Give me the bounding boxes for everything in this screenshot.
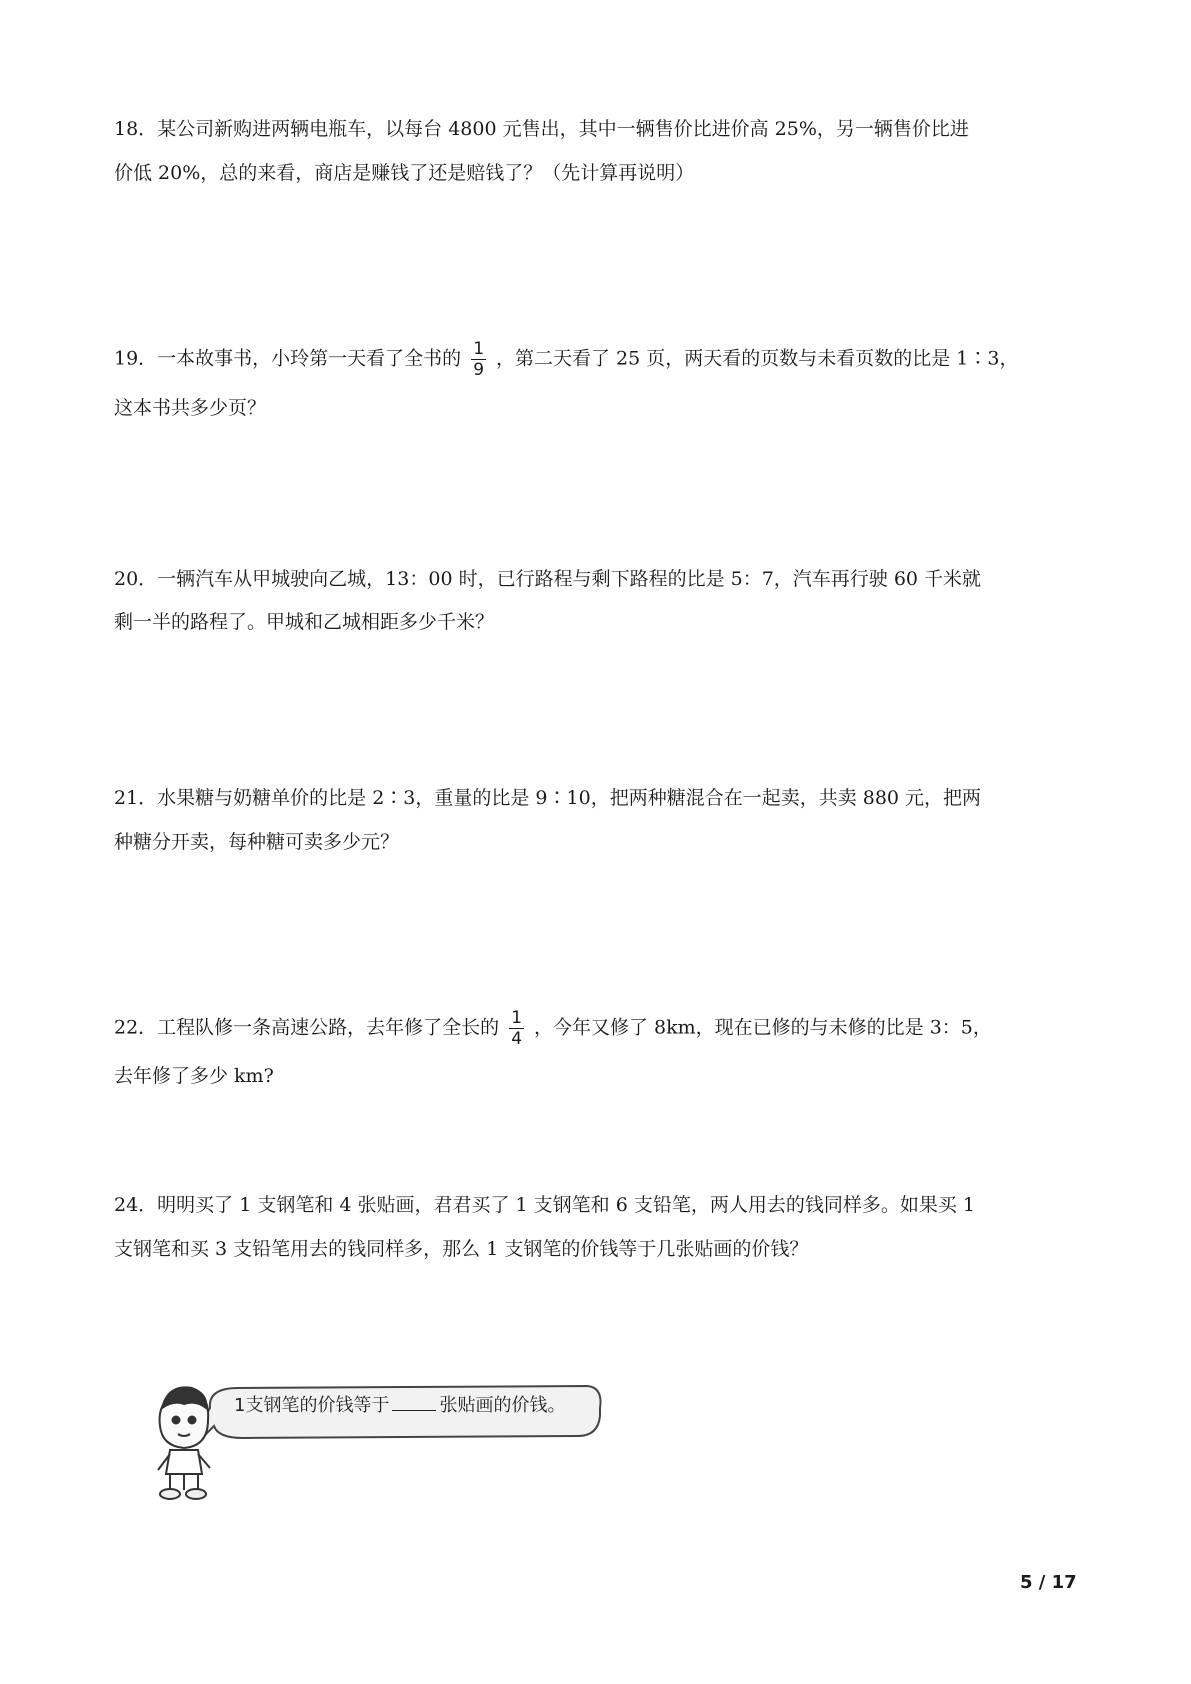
question-21-line-2: 种糖分开卖，每种糖可卖多少元？: [114, 831, 400, 853]
question-20-line-1: 20．一辆汽车从甲城驶向乙城，13：00 时，已行路程与剩下路程的比是 5：7，汽车再行驶 60 千米就: [114, 568, 982, 590]
question-18-line-1: 18．某公司新购进两辆电瓶车，以每台 4800 元售出，其中一辆售价比进价高 25%，另一辆售价比进: [114, 118, 969, 140]
question-21-line-1: 21．水果糖与奶糖单价的比是 2∶3，重量的比是 9∶10，把两种糖混合在一起卖，共卖 880 元，把两: [114, 787, 982, 809]
question-24-line-2: 支钢笔和买 3 支铅笔用去的钱同样多，那么 1 支钢笔的价钱等于几张贴画的价钱？: [114, 1238, 809, 1260]
fraction-denominator: 4: [511, 1029, 523, 1049]
answer-blank: [392, 1392, 436, 1411]
speech-bubble-text-before-blank: 1支钢笔的价钱等于: [234, 1395, 390, 1416]
question-22-line-2: 去年修了多少 km?: [114, 1065, 274, 1087]
page-number: 5 / 17: [1020, 1572, 1077, 1593]
speech-bubble-text: [234, 1392, 565, 1418]
question-19-text-before-fraction: 19．一本故事书，小玲第一天看了全书的: [114, 347, 462, 370]
boy-figure: [158, 1387, 210, 1499]
question-22-line-1: [114, 1009, 992, 1048]
question-19-text-after-fraction: ，第二天看了 25 页，两天看的页数与未看页数的比是 1∶3，: [496, 347, 1019, 370]
question-18-line-2: 价低 20%，总的来看，商店是赚钱了还是赔钱了？（先计算再说明）: [114, 162, 695, 184]
question-22-text-before-fraction: 22．工程队修一条高速公路，去年修了全长的: [114, 1016, 500, 1039]
fraction-one-quarter: [509, 1009, 524, 1048]
question-20-line-2: 剩一半的路程了。甲城和乙城相距多少千米？: [114, 611, 495, 633]
fraction-numerator: 1: [473, 339, 485, 359]
question-22-text-after-fraction: ，今年又修了 8km，现在已修的与未修的比是 3：5，: [534, 1016, 992, 1039]
fraction-denominator: 9: [473, 360, 485, 380]
fraction-numerator: 1: [511, 1008, 523, 1028]
question-19-line-2: 这本书共多少页？: [114, 397, 267, 419]
question-19-line-1: [114, 340, 1019, 379]
fraction-one-ninth: [471, 340, 486, 379]
speech-bubble-text-after-blank: 张贴画的价钱。: [439, 1395, 566, 1416]
question-24-line-1: 24．明明买了 1 支钢笔和 4 张贴画，君君买了 1 支钢笔和 6 支铅笔，两人用去的钱同样多。如果买 1: [114, 1194, 975, 1216]
